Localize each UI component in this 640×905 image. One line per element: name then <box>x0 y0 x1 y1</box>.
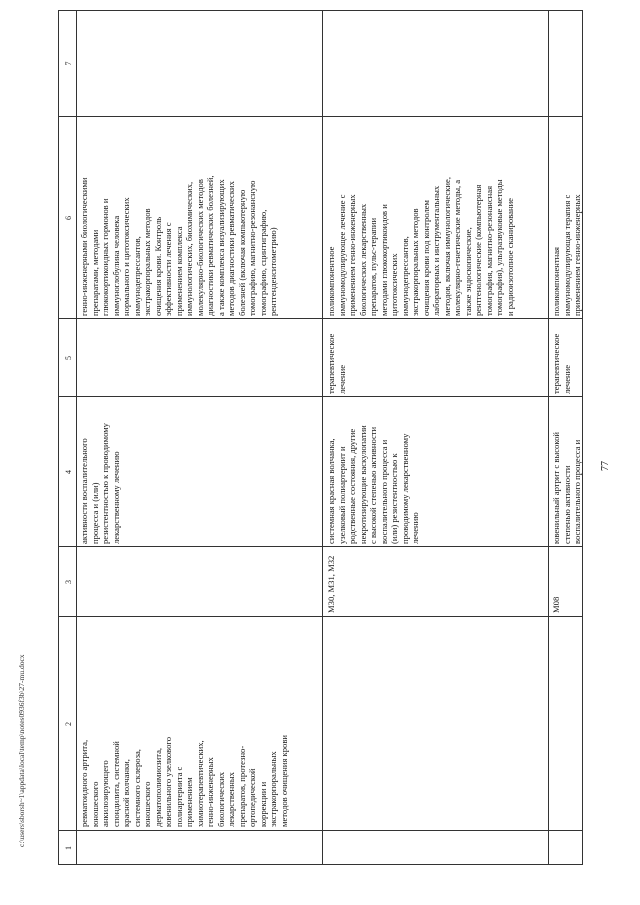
column-divider <box>58 116 583 117</box>
row2-col5-text: терапевтическое лечение <box>326 333 347 394</box>
row1-col2-text: ревматоидного артрита, юношеского анкилозирующего спондилита, системной красной волчанки, системного склероза, юношеского дерматополимиозита, ювенильного узелкового полиартериита с применением химиотерапевтических, генно-инженерных биологических лекарственных препаратов, протезно- ортопедической коррекции и экстракорпоральных методов очищения крови <box>79 735 289 827</box>
row3-col5-text: терапевтическое лечение <box>551 333 572 394</box>
page-number: 77 <box>600 461 611 471</box>
footer-file-path: c:\users\sborsh~1\appdata\local\temp\notes0936f3b\27-mu.docx <box>17 654 26 847</box>
row2-col6-text: поликомпонентное иммуномодулирующее лечение с применением генно-инженерных биологических лекарственных препаратов, пульс-терапии методами глюкокортикоидов и цитотоксических иммунодепрессантов, экстракорпоральных методов очищения крови под контролем лабораторных и инструментальных методов, включая иммунологические, молекулярно-генетические методы, а также эндоскопические, рентгенологические (компьютерная томография, магнитно-резонансная томография), ультразвуковые методы и радиоизотопное сканирование <box>326 177 515 316</box>
column-header-1: 1 <box>64 846 73 850</box>
row1-col4-text: активности воспалительного процесса и (или) резистентностью к проводимому лекарственному лечению <box>79 423 121 544</box>
row3-col3-text: М08 <box>551 596 561 613</box>
column-divider <box>58 396 583 397</box>
row3-col4-text: ювенильный артрит с высокой степенью активности воспалительного процесса и <box>551 432 582 544</box>
column-divider <box>58 830 583 831</box>
column-header-2: 2 <box>64 722 73 726</box>
column-header-4: 4 <box>64 470 73 474</box>
column-header-3: 3 <box>64 580 73 584</box>
column-header-5: 5 <box>64 356 73 360</box>
column-divider <box>58 546 583 547</box>
row-divider-1 <box>322 10 323 865</box>
medical-care-table <box>58 10 583 865</box>
row2-col3-text: М30, М31, М32 <box>326 555 336 613</box>
row3-col6-text: поликомпонентная иммуномодулирующая терапия с применением генно-инженерных <box>551 194 582 316</box>
column-header-7: 7 <box>64 61 73 66</box>
row1-col6-text: генно-инженерными биологическими препаратами, методами глюкокортикоидных гормонов и иммуноглобулина человека нормального и цитотоксических иммунодепрессантов, экстракорпоральных методов очищения крови. Контроль эффективности лечения с применением комплекса иммунологических, биохимических, молекулярно-биологических методов диагностики ревматических болезней, а также комплекса визуализирующих методов диагностики ревматических болезней (включая компьютерную томографию, магнитно-резонансную томографию, сцинтиграфию, рентгенденситометрию) <box>79 175 278 316</box>
column-header-6: 6 <box>64 216 73 220</box>
column-divider <box>58 616 583 617</box>
row-divider-2 <box>548 10 549 865</box>
header-divider <box>76 10 77 865</box>
column-divider <box>58 318 583 319</box>
row2-col4-text: системная красная волчанка, узелковый полиартериит и родственные состояния, другие некротизирующие васкулопатии с высокой степенью активности воспалительного процесса и (или) резистентностью к проводимому лекарственному лечению <box>326 425 420 544</box>
